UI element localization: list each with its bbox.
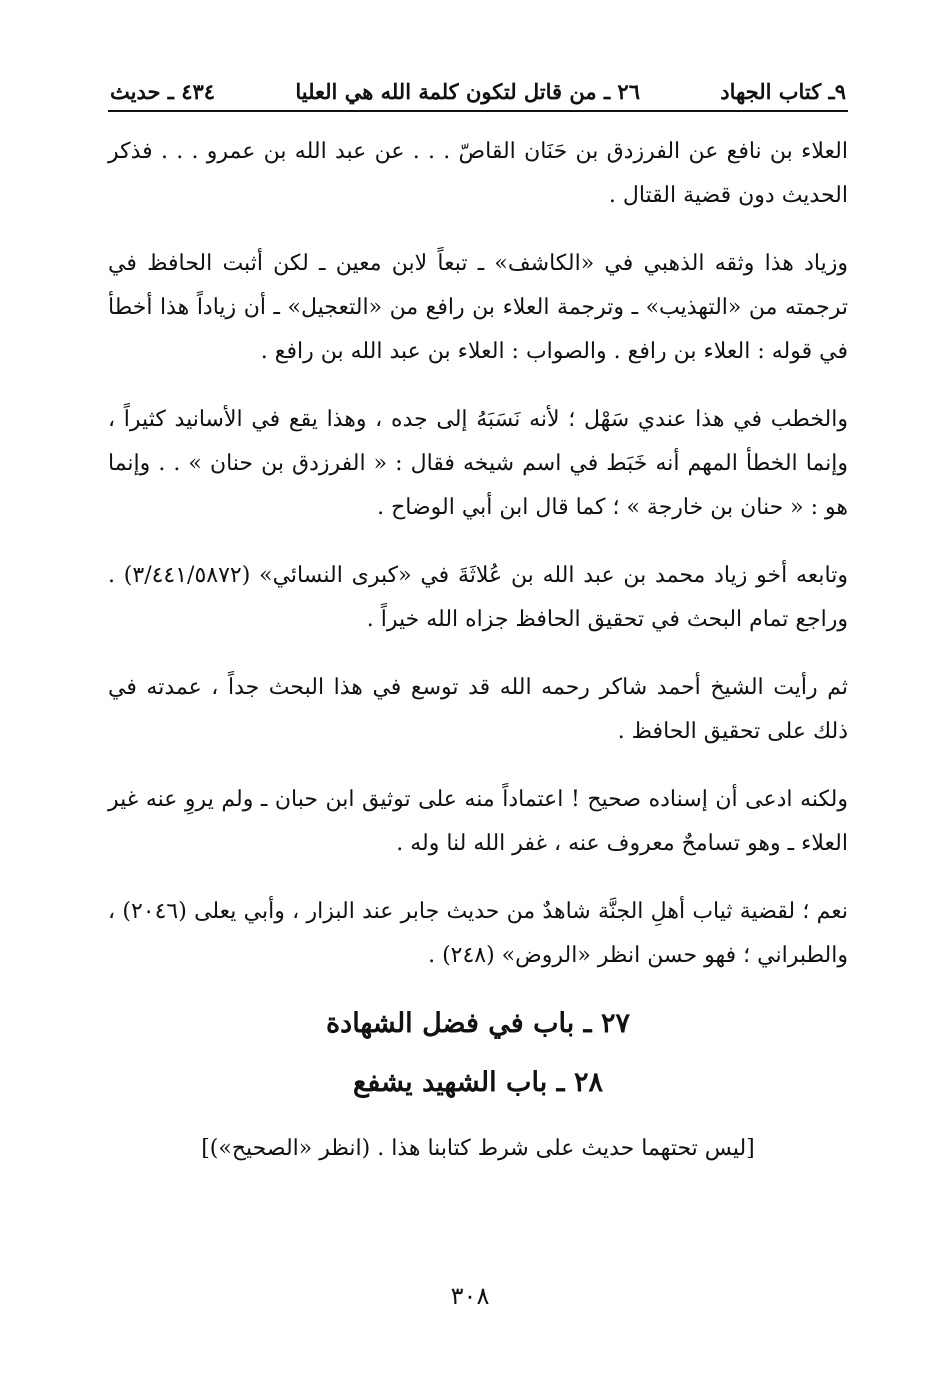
paragraph-6: ولكنه ادعى أن إسناده صحيح ! اعتماداً منه على توثيق ابن حبان ـ ولم يروِ عنه غير العلاء ـ وهو تسامحٌ معروف عنه ، غفر الله لنا وله . xyxy=(108,787,848,856)
header-hadith: ٤٣٤ ـ حديث xyxy=(110,79,216,104)
page-number: ٣٠٨ xyxy=(450,1282,490,1310)
chapter-heading-27: ٢٧ ـ باب في فضل الشهادة xyxy=(326,1008,630,1039)
paragraph-3: والخطب في هذا عندي سَهْل ؛ لأنه نَسَبَهُ إلى جده ، وهذا يقع في الأسانيد كثيراً ، وإنما الخطأ المهم أنه خَبَط في اسم شيخه فقال : « الفرزدق بن حنان » . . وإنما هو : « حنان بن خارجة » ؛ كما قال ابن أبي الوضاح . xyxy=(108,407,848,520)
paragraph-1: العلاء بن نافع عن الفرزدق بن حَنَان القاصّ . . . عن عبد الله بن عمرو . . . فذكر الحديث دون قضية القتال . xyxy=(108,139,848,208)
editor-note: [ليس تحتهما حديث على شرط كتابنا هذا . (انظر «الصحيح»)] xyxy=(201,1136,755,1161)
running-header xyxy=(108,70,848,112)
paragraph-5: ثم رأيت الشيخ أحمد شاكر رحمه الله قد توسع في هذا البحث جداً ، عمدته في ذلك على تحقيق الحافظ . xyxy=(108,675,848,744)
page xyxy=(108,70,848,1161)
paragraph-7: نعم ؛ لقضية ثياب أهلِ الجنَّة شاهدٌ من حديث جابر عند البزار ، وأبي يعلى (٢٠٤٦) ، والطبراني ؛ فهو حسن انظر «الروض» (٢٤٨) . xyxy=(108,899,848,968)
chapter-heading-28: ٢٨ ـ باب الشهيد يشفع xyxy=(353,1067,603,1098)
paragraph-2: وزياد هذا وثقه الذهبي في «الكاشف» ـ تبعاً لابن معين ـ لكن أثبت الحافظ في ترجمته من «التهذيب» ـ وترجمة العلاء بن رافع من «التعجيل» ـ أن زياداً هذا أخطأ في قوله : العلاء بن رافع . والصواب : العلاء بن عبد الله بن رافع . xyxy=(108,251,848,364)
header-section: ٢٦ ـ من قاتل لتكون كلمة الله هي العليا xyxy=(295,79,640,104)
paragraph-4: وتابعه أخو زياد محمد بن عبد الله بن عُلاثَةَ في «كبرى النسائي» (٣/٤٤١/٥٨٧٢) . وراجع تمام البحث في تحقيق الحافظ جزاه الله خيراً . xyxy=(108,563,848,632)
header-chapter: ٩ـ كتاب الجهاد xyxy=(720,79,846,104)
page-body xyxy=(108,130,848,1161)
